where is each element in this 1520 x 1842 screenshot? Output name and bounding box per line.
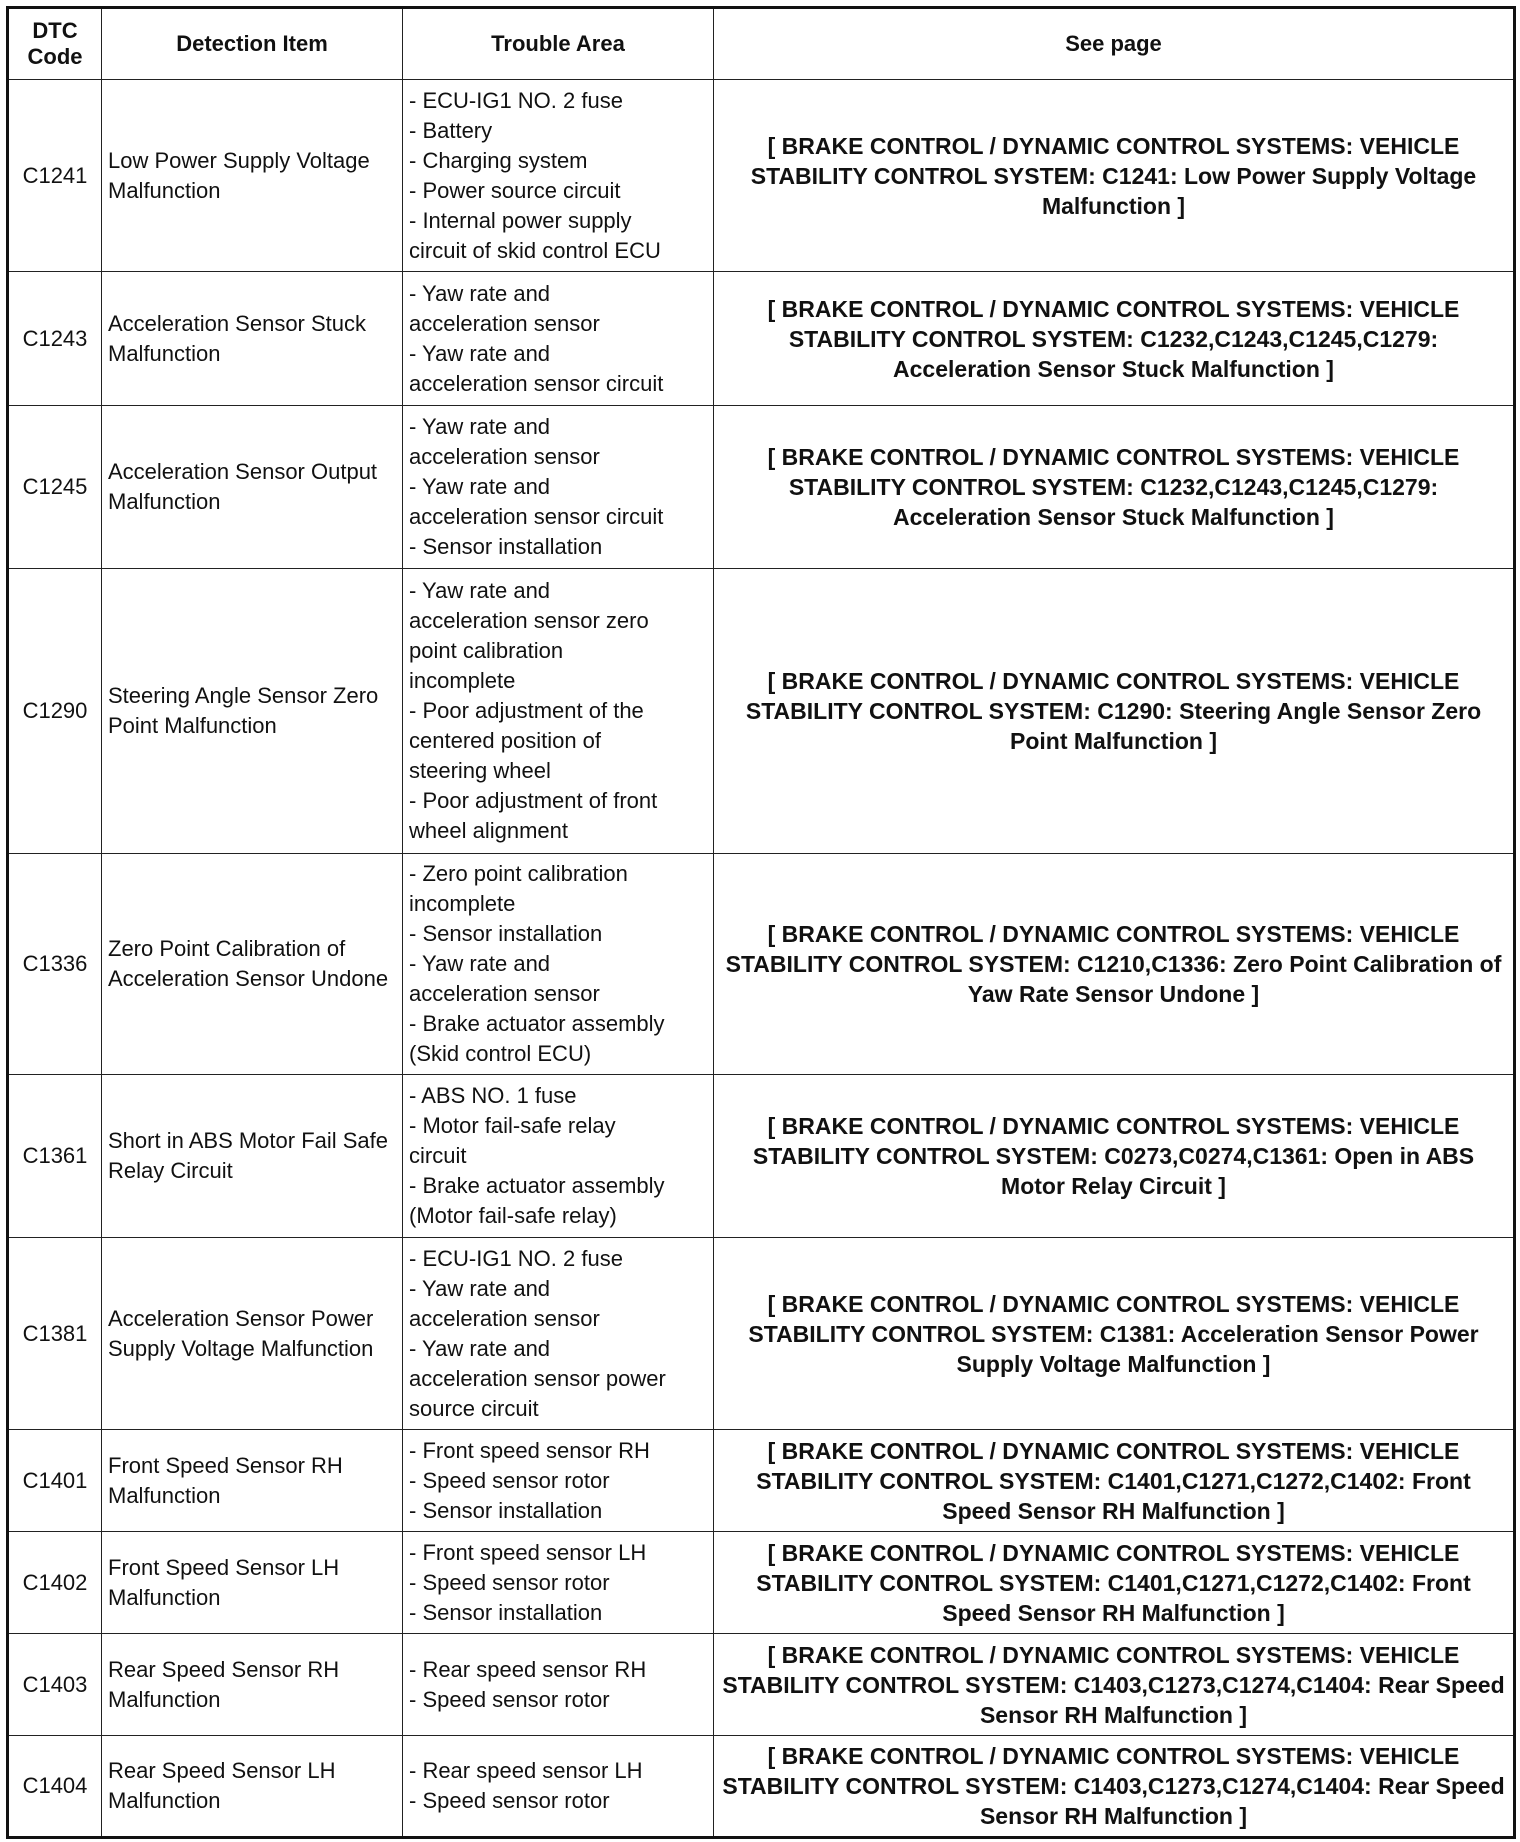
table-row [8, 406, 1515, 569]
trouble-area-line: - Speed sensor rotor [409, 1467, 610, 1493]
header-trouble-area: Trouble Area [403, 8, 714, 80]
trouble-area-line: steering wheel [409, 758, 551, 783]
trouble-area-line: acceleration sensor power [409, 1365, 666, 1391]
detection-item-cell: Low Power Supply Voltage Malfunction [102, 80, 403, 272]
trouble-area-line: - Yaw rate and [409, 1335, 551, 1361]
table-row [8, 80, 1515, 272]
trouble-area-line: centered position of [409, 728, 602, 753]
see-page-reference[interactable]: [ BRAKE CONTROL / DYNAMIC CONTROL SYSTEMS: VEHICLE STABILITY CONTROL SYSTEM: C0273,C0274,C1361: Open in ABS Motor Relay Circuit ] [714, 1075, 1515, 1238]
trouble-area-line: - Front speed sensor RH [409, 1437, 650, 1463]
trouble-area-line: - Yaw rate and [409, 474, 551, 499]
trouble-area-cell [403, 569, 714, 854]
trouble-area-line: - Internal power supply [409, 207, 632, 233]
trouble-area-cell [403, 80, 714, 272]
trouble-area-line: - Brake actuator assembly [409, 1011, 665, 1036]
see-page-reference[interactable]: [ BRAKE CONTROL / DYNAMIC CONTROL SYSTEMS: VEHICLE STABILITY CONTROL SYSTEM: C1232,C1243,C1245,C1279: Acceleration Sensor Stuck Malfunction ] [714, 406, 1515, 569]
trouble-area-line: wheel alignment [409, 818, 568, 843]
dtc-code-cell: C1404 [8, 1736, 102, 1838]
trouble-area-cell [403, 1532, 714, 1634]
detection-item-cell: Acceleration Sensor Output Malfunction [102, 406, 403, 569]
see-page-reference[interactable]: [ BRAKE CONTROL / DYNAMIC CONTROL SYSTEMS: VEHICLE STABILITY CONTROL SYSTEM: C1241: Low Power Supply Voltage Malfunction ] [714, 80, 1515, 272]
trouble-area-line: source circuit [409, 1395, 539, 1421]
see-page-reference[interactable]: [ BRAKE CONTROL / DYNAMIC CONTROL SYSTEMS: VEHICLE STABILITY CONTROL SYSTEM: C1232,C1243,C1245,C1279: Acceleration Sensor Stuck Malfunction ] [714, 272, 1515, 406]
trouble-area-line: - Sensor installation [409, 1497, 603, 1523]
trouble-area-cell [403, 406, 714, 569]
trouble-area-line: - Sensor installation [409, 1599, 603, 1625]
trouble-area-cell [403, 272, 714, 406]
trouble-area-line: acceleration sensor [409, 981, 600, 1006]
trouble-area-line: - Speed sensor rotor [409, 1788, 610, 1813]
detection-item-cell: Steering Angle Sensor Zero Point Malfunction [102, 569, 403, 854]
detection-item-cell: Front Speed Sensor LH Malfunction [102, 1532, 403, 1634]
trouble-area-line: (Skid control ECU) [409, 1041, 592, 1066]
dtc-code-cell: C1245 [8, 406, 102, 569]
trouble-area-line: - ECU-IG1 NO. 2 fuse [409, 1245, 623, 1271]
table-row [8, 854, 1515, 1075]
trouble-area-line: acceleration sensor [409, 1305, 600, 1331]
trouble-area-line: - Yaw rate and [409, 578, 551, 603]
trouble-area-line: - Front speed sensor LH [409, 1539, 647, 1565]
detection-item-cell: Short in ABS Motor Fail Safe Relay Circuit [102, 1075, 403, 1238]
detection-item-cell: Front Speed Sensor RH Malfunction [102, 1430, 403, 1532]
trouble-area-line: - Yaw rate and [409, 340, 551, 366]
trouble-area-line: acceleration sensor zero [409, 608, 649, 633]
dtc-code-cell: C1243 [8, 272, 102, 406]
trouble-area-cell [403, 854, 714, 1075]
trouble-area-line: - Zero point calibration [409, 861, 628, 886]
table-row [8, 1532, 1515, 1634]
trouble-area-line: - Brake actuator assembly [409, 1173, 665, 1198]
trouble-area-cell [403, 1238, 714, 1430]
trouble-area-line: incomplete [409, 891, 516, 916]
table-row [8, 1238, 1515, 1430]
trouble-area-cell [403, 1075, 714, 1238]
trouble-area-line: - Yaw rate and [409, 1275, 551, 1301]
dtc-code-cell: C1241 [8, 80, 102, 272]
detection-item-cell: Acceleration Sensor Power Supply Voltage Malfunction [102, 1238, 403, 1430]
trouble-area-line: - Yaw rate and [409, 280, 551, 306]
header-row [8, 8, 1515, 80]
trouble-area-line: circuit [409, 1143, 467, 1168]
header-dtc-code-line2: Code [27, 44, 83, 69]
trouble-area-line: - Power source circuit [409, 177, 621, 203]
table-body [8, 80, 1515, 1838]
table-row [8, 1736, 1515, 1838]
trouble-area-line: - ABS NO. 1 fuse [409, 1083, 577, 1108]
header-dtc-code-line1: DTC [32, 18, 78, 43]
dtc-code-cell: C1290 [8, 569, 102, 854]
trouble-area-cell [403, 1430, 714, 1532]
header-detection-item: Detection Item [102, 8, 403, 80]
document-page [6, 6, 1516, 1839]
trouble-area-line: incomplete [409, 668, 516, 693]
trouble-area-line: (Motor fail-safe relay) [409, 1203, 617, 1228]
table-row [8, 1075, 1515, 1238]
dtc-code-cell: C1336 [8, 854, 102, 1075]
table-row [8, 1634, 1515, 1736]
see-page-reference[interactable]: [ BRAKE CONTROL / DYNAMIC CONTROL SYSTEMS: VEHICLE STABILITY CONTROL SYSTEM: C1401,C1271,C1272,C1402: Front Speed Sensor RH Malfunction ] [714, 1430, 1515, 1532]
see-page-reference[interactable]: [ BRAKE CONTROL / DYNAMIC CONTROL SYSTEMS: VEHICLE STABILITY CONTROL SYSTEM: C1401,C1271,C1272,C1402: Front Speed Sensor RH Malfunction ] [714, 1532, 1515, 1634]
trouble-area-line: - Rear speed sensor RH [409, 1656, 647, 1682]
trouble-area-line: - Poor adjustment of the [409, 698, 644, 723]
trouble-area-line: point calibration [409, 638, 564, 663]
trouble-area-line: - Speed sensor rotor [409, 1686, 610, 1712]
dtc-code-cell: C1401 [8, 1430, 102, 1532]
detection-item-cell: Rear Speed Sensor RH Malfunction [102, 1634, 403, 1736]
trouble-area-line: - ECU-IG1 NO. 2 fuse [409, 87, 623, 113]
trouble-area-line: - Battery [409, 117, 493, 143]
trouble-area-line: acceleration sensor [409, 444, 600, 469]
table-row [8, 1430, 1515, 1532]
dtc-table [6, 6, 1516, 1839]
trouble-area-line: acceleration sensor [409, 310, 600, 336]
trouble-area-line: - Motor fail-safe relay [409, 1113, 616, 1138]
dtc-code-cell: C1402 [8, 1532, 102, 1634]
see-page-reference[interactable]: [ BRAKE CONTROL / DYNAMIC CONTROL SYSTEMS: VEHICLE STABILITY CONTROL SYSTEM: C1381: Acceleration Sensor Power Supply Voltage Malfunction ] [714, 1238, 1515, 1430]
trouble-area-line: - Poor adjustment of front [409, 788, 658, 813]
trouble-area-cell [403, 1736, 714, 1838]
trouble-area-line: acceleration sensor circuit [409, 370, 664, 396]
trouble-area-line: - Charging system [409, 147, 588, 173]
see-page-reference[interactable]: [ BRAKE CONTROL / DYNAMIC CONTROL SYSTEMS: VEHICLE STABILITY CONTROL SYSTEM: C1290: Steering Angle Sensor Zero Point Malfunction ] [714, 569, 1515, 854]
trouble-area-line: - Sensor installation [409, 534, 603, 559]
trouble-area-line: - Yaw rate and [409, 414, 551, 439]
detection-item-cell: Acceleration Sensor Stuck Malfunction [102, 272, 403, 406]
table-row [8, 569, 1515, 854]
dtc-code-cell: C1381 [8, 1238, 102, 1430]
detection-item-cell: Rear Speed Sensor LH Malfunction [102, 1736, 403, 1838]
trouble-area-line: - Yaw rate and [409, 951, 551, 976]
see-page-reference[interactable]: [ BRAKE CONTROL / DYNAMIC CONTROL SYSTEMS: VEHICLE STABILITY CONTROL SYSTEM: C1403,C1273,C1274,C1404: Rear Speed Sensor RH Malfunction ] [714, 1736, 1515, 1838]
trouble-area-line: acceleration sensor circuit [409, 504, 664, 529]
header-see-page: See page [714, 8, 1515, 80]
trouble-area-line: - Rear speed sensor LH [409, 1758, 643, 1783]
see-page-reference[interactable]: [ BRAKE CONTROL / DYNAMIC CONTROL SYSTEMS: VEHICLE STABILITY CONTROL SYSTEM: C1403,C1273,C1274,C1404: Rear Speed Sensor RH Malfunction ] [714, 1634, 1515, 1736]
detection-item-cell: Zero Point Calibration of Acceleration Sensor Undone [102, 854, 403, 1075]
trouble-area-cell [403, 1634, 714, 1736]
header-dtc-code [8, 8, 102, 80]
trouble-area-line: - Speed sensor rotor [409, 1569, 610, 1595]
table-row [8, 272, 1515, 406]
trouble-area-line: - Sensor installation [409, 921, 603, 946]
dtc-code-cell: C1361 [8, 1075, 102, 1238]
see-page-reference[interactable]: [ BRAKE CONTROL / DYNAMIC CONTROL SYSTEMS: VEHICLE STABILITY CONTROL SYSTEM: C1210,C1336: Zero Point Calibration of Yaw Rate Sensor Undone ] [714, 854, 1515, 1075]
dtc-code-cell: C1403 [8, 1634, 102, 1736]
trouble-area-line: circuit of skid control ECU [409, 237, 661, 263]
